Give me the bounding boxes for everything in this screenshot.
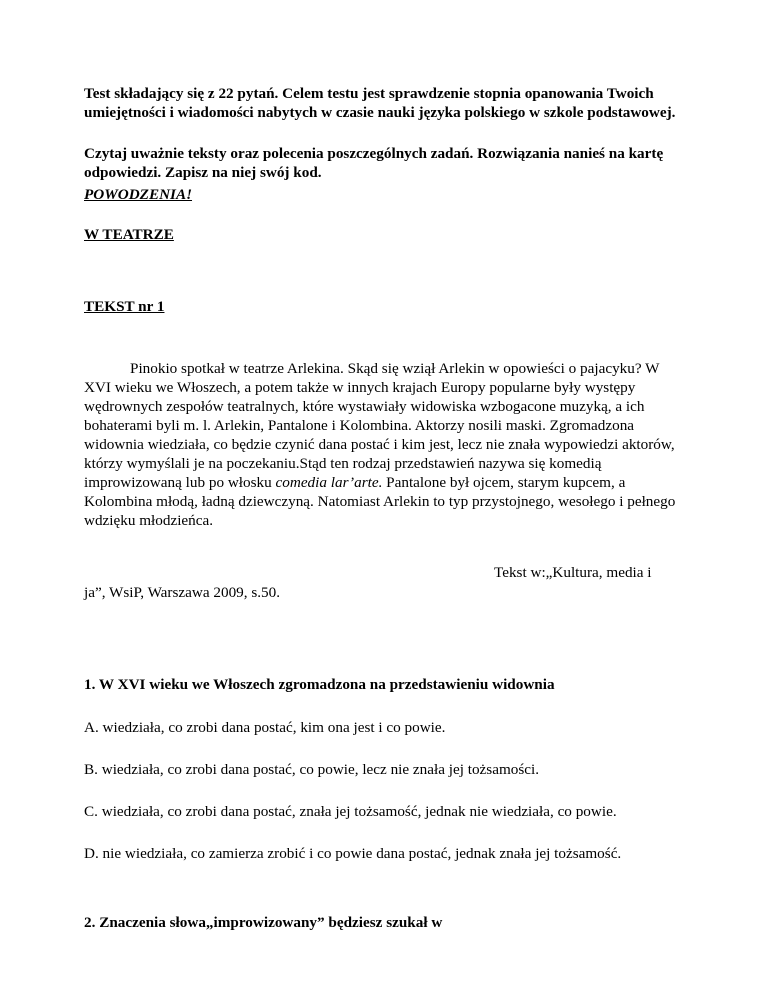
text1-body-part2: Pantalone był ojcem, starym kupcem, a Kolombina młodą, ładną dziewczyną. Natomiast Arlekin to typ przystojnego, wesołego i pełnego wdzięku młodzieńca. <box>84 474 676 529</box>
text1-body-part1: Pinokio spotkał w teatrze Arlekina. Skąd się wziął Arlekin w opowieści o pajacyku? W XVI wieku we Włoszech, a potem także w innych krajach Europy popularne były występy wędrownych zespołów teatralnych, które wystawiały widowiska wzbogacone muzyką, a ich bohaterami byli m. l. Arlekin, Pantalone i Kolombina. Aktorzy nosili maski. Zgromadzona widownia wiedziała, co będzie czynić dana postać i kim jest, lecz nie znała wypowiedzi aktorów, którzy wymyślali je na poczekaniu.Stąd ten rodzaj przedstawień nazywa się komedią improwizowaną lub po włosku <box>84 360 675 491</box>
source-line-1: Tekst w:„Kultura, media i <box>494 564 652 581</box>
question-1-option-b: B. wiedziała, co zrobi dana postać, co powie, lecz nie znała jej tożsamości. <box>84 761 540 778</box>
greeting-text: POWODZENIA! <box>84 186 193 203</box>
question-1-option-a: A. wiedziała, co zrobi dana postać, kim ona jest i co powie. <box>84 719 446 736</box>
intro-paragraph-2: Czytaj uważnie teksty oraz polecenia poszczególnych zadań. Rozwiązania nanieś na kartę odpowiedzi. Zapisz na niej swój kod. <box>84 145 664 181</box>
question-2-prompt: 2. Znaczenia słowa„improwizowany” będziesz szukał w <box>84 914 443 931</box>
source-line-2: ja”, WsiP, Warszawa 2009, s.50. <box>84 584 281 601</box>
section-title: W TEATRZE <box>84 226 174 243</box>
question-1-option-d: D. nie wiedziała, co zamierza zrobić i co powie dana postać, jednak znała jej tożsamość. <box>84 845 622 862</box>
question-1-prompt: 1. W XVI wieku we Włoszech zgromadzona na przedstawieniu widownia <box>84 676 555 693</box>
text1-body <box>84 359 684 530</box>
text1-heading: TEKST nr 1 <box>84 298 165 315</box>
question-1-option-c: C. wiedziała, co zrobi dana postać, znała jej tożsamość, jednak nie wiedziała, co powie. <box>84 803 617 820</box>
intro-paragraph-1: Test składający się z 22 pytań. Celem testu jest sprawdzenie stopnia opanowania Twoich umiejętności i wiadomości nabytych w czasie nauki języka polskiego w szkole podstawowej. <box>84 85 676 121</box>
text1-body-italic: comedia lar’arte. <box>275 474 383 491</box>
